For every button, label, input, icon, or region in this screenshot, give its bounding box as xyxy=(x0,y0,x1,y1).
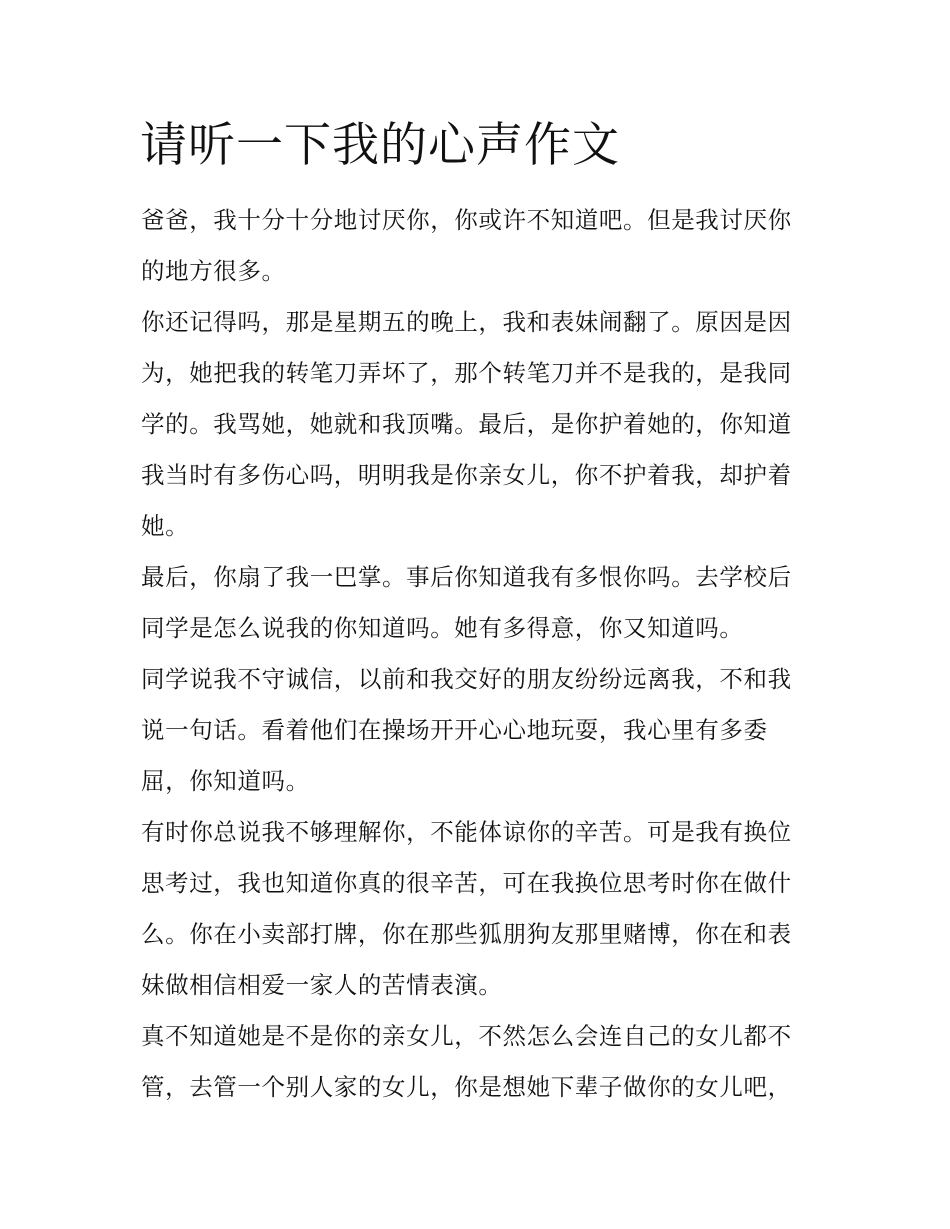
text-line: 爸爸，我十分十分地讨厌你，你或许不知道吧。但是我讨厌你 xyxy=(141,206,792,234)
text-line: 真不知道她是不是你的亲女儿，不然怎么会连自己的女儿都不 xyxy=(141,1022,792,1050)
text-line: 为，她把我的转笔刀弄坏了，那个转笔刀并不是我的，是我同 xyxy=(141,359,792,387)
text-line: 屈，你知道吗。 xyxy=(141,767,310,795)
text-line: 同学说我不守诚信，以前和我交好的朋友纷纷远离我，不和我 xyxy=(141,665,792,693)
text-line: 么。你在小卖部打牌，你在那些狐朋狗友那里赌博，你在和表 xyxy=(141,920,792,948)
text-line: 最后，你扇了我一巴掌。事后你知道我有多恨你吗。去学校后 xyxy=(141,563,792,591)
text-line: 妹做相信相爱一家人的苦情表演。 xyxy=(141,971,503,999)
text-line: 的地方很多。 xyxy=(141,257,286,285)
text-line: 说一句话。看着他们在操场开开心心地玩耍，我心里有多委 xyxy=(141,716,768,744)
text-line: 你还记得吗，那是星期五的晚上，我和表妹闹翻了。原因是因 xyxy=(141,308,792,336)
text-line: 思考过，我也知道你真的很辛苦，可在我换位思考时你在做什 xyxy=(141,869,792,897)
text-line: 同学是怎么说我的你知道吗。她有多得意，你又知道吗。 xyxy=(141,614,744,642)
text-line: 有时你总说我不够理解你，不能体谅你的辛苦。可是我有换位 xyxy=(141,818,792,846)
text-line: 我当时有多伤心吗，明明我是你亲女儿，你不护着我，却护着 xyxy=(141,461,792,489)
text-line: 学的。我骂她，她就和我顶嘴。最后，是你护着她的，你知道 xyxy=(141,410,792,438)
text-line: 她。 xyxy=(141,512,190,540)
text-line: 管，去管一个别人家的女儿，你是想她下辈子做你的女儿吧， xyxy=(141,1073,792,1101)
document-title: 请听一下我的心声作文 xyxy=(140,118,620,173)
